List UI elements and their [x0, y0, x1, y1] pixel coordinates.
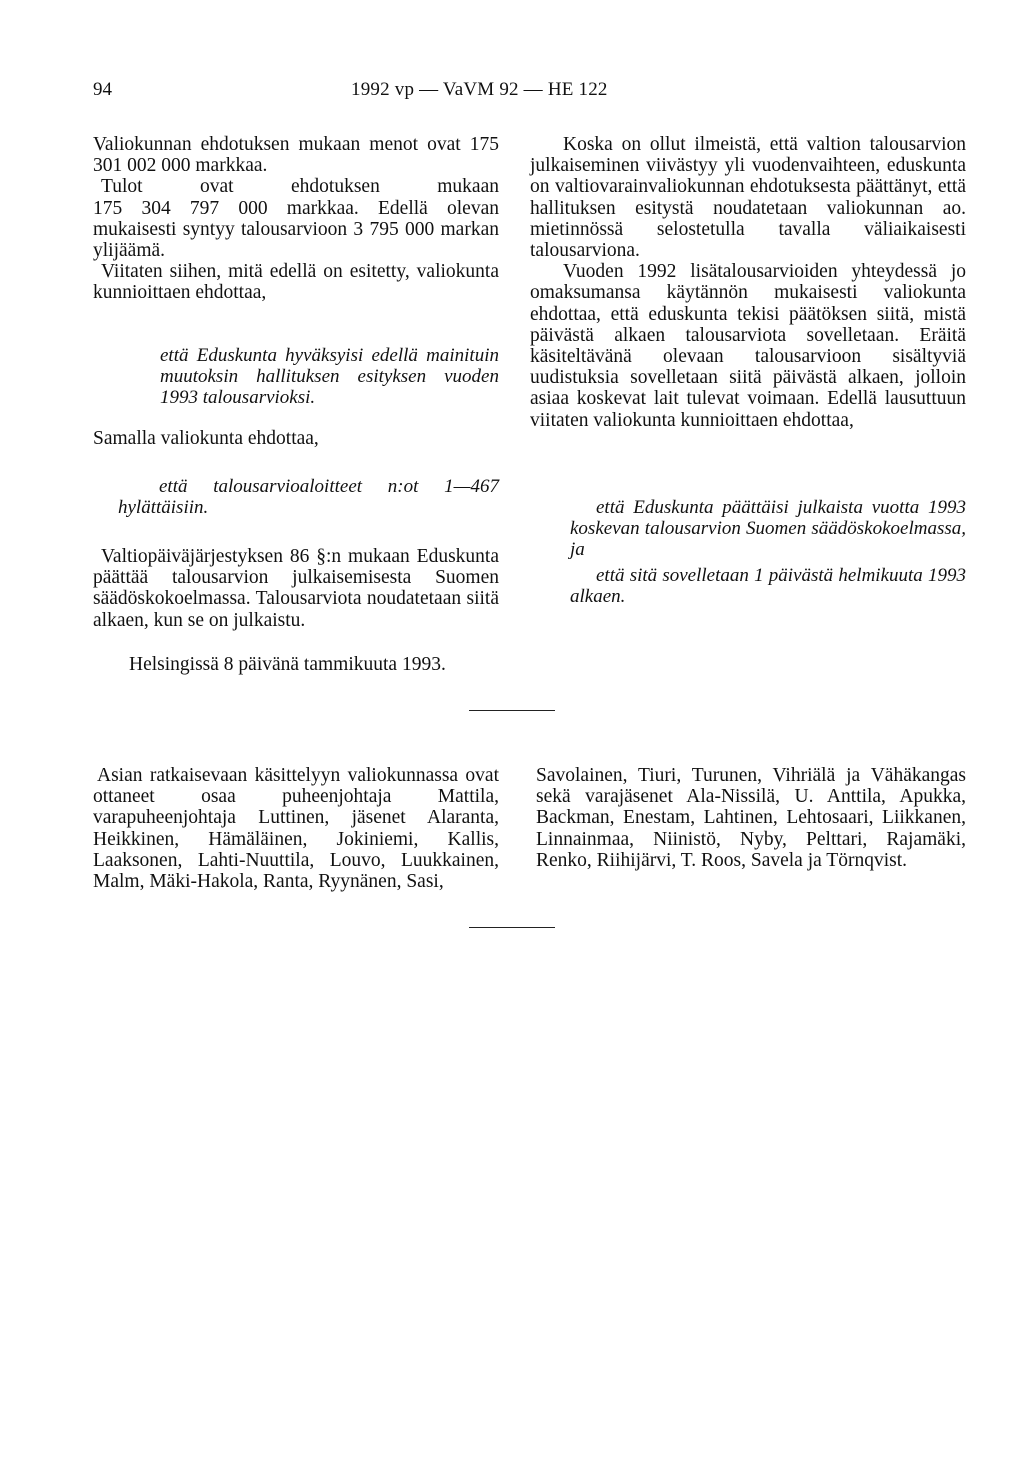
paragraph-delay: Koska on ollut ilmeistä, että valtion talousarvion julkaiseminen viivästyy yli vuodenvaihteen, eduskunta on valtiovarainvaliokunnan ehdotuksesta päättänyt, että hallituksen esitystä noudatetaan valiokunnan ao. mietinnössä selostetulla tavalla väliaikaisesti talousarviona. [530, 134, 966, 262]
paragraph-also-proposes: Samalla valiokunta ehdottaa, [93, 428, 319, 449]
paragraph-revenue-line1 [93, 176, 499, 197]
motion-approve-budget: että Eduskunta hyväksyisi edellä mainituin muutoksin hallituksen esityksen vuoden 1993 talousarvioksi. [160, 345, 499, 409]
dateline: Helsingissä 8 päivänä tammikuuta 1993. [129, 654, 446, 675]
paragraph-supplementary: Vuoden 1992 lisätalousarvioiden yhteydessä jo omaksumansa käytännön mukaisesti valiokunta ehdottaa, että eduskunta tekisi päätöksen siitä, mistä päivästä alkaen talousarviota sovelletaan. Eräitä käsiteltävänä olevaan talousarvioon sisältyviä uudistuksia sovelletaan siitä päivästä alkaen, jolloin asiaa koskevat lait tulevat voimaan. Edellä lausuttuun viitaten valiokunta kunnioittaen ehdottaa, [530, 261, 966, 431]
page-number: 94 [93, 79, 112, 100]
right-column [530, 134, 966, 431]
motion-reject-initiatives [118, 476, 499, 518]
motion-publish: että Eduskunta päättäisi julkaista vuotta 1993 koskevan talousarvion Suomen säädöskokoelmassa, ja [570, 497, 966, 561]
revenue-line1-text: Tulot ovat ehdotuksen mukaan [101, 176, 499, 198]
divider-rule-bottom [469, 927, 555, 928]
attendance-left: Asian ratkaisevaan käsittelyyn valiokunnassa ovat ottaneet osaa puheenjohtaja Mattila, varapuheenjohtaja Luttinen, jäsenet Alaranta, Heikkinen, Hämäläinen, Jokiniemi, Kallis, Laaksonen, Lahti-Nuuttila, Louvo, Luukkainen, Malm, Mäki-Hakola, Ranta, Ryynänen, Sasi, [93, 765, 499, 893]
divider-rule-top [469, 710, 555, 711]
paragraph-expenditure: Valiokunnan ehdotuksen mukaan menot ovat 175 301 002 000 markkaa. [93, 134, 499, 177]
motion-apply-date: että sitä sovelletaan 1 päivästä helmikuuta 1993 alkaen. [570, 565, 966, 608]
attendance-right: Savolainen, Tiuri, Turunen, Vihriälä ja Vähäkangas sekä varajäsenet Ala-Nissilä, U. Anttila, Apukka, Backman, Enestam, Lahtinen, Lehtosaari, Liikkanen, Linnainmaa, Niinistö, Nyby, Pelttari, Rajamäki, Renko, Riihijärvi, T. Roos, Savela ja Törnqvist. [536, 765, 966, 871]
paragraph-committee-proposes: Viitaten siihen, mitä edellä on esitetty, valiokunta kunnioittaen ehdottaa, [93, 261, 499, 304]
running-title: 1992 vp — VaVM 92 — HE 122 [351, 79, 608, 100]
paragraph-publication: Valtiopäiväjärjestyksen 86 §:n mukaan Eduskunta päättää talousarvion julkaisemisesta Suomen säädöskokoelmassa. Talousarviota noudatetaan siitä alkaen, kun se on julkaistu. [93, 546, 499, 631]
left-column [93, 134, 499, 304]
motion-reject-text: että talousarvioaloitteet n:ot 1—467 hylättäisiin. [118, 476, 499, 519]
paragraph-revenue-rest: 175 304 797 000 markkaa. Edellä olevan mukaisesti syntyy talousarvioon 3 795 000 markan ylijäämä. [93, 197, 499, 262]
